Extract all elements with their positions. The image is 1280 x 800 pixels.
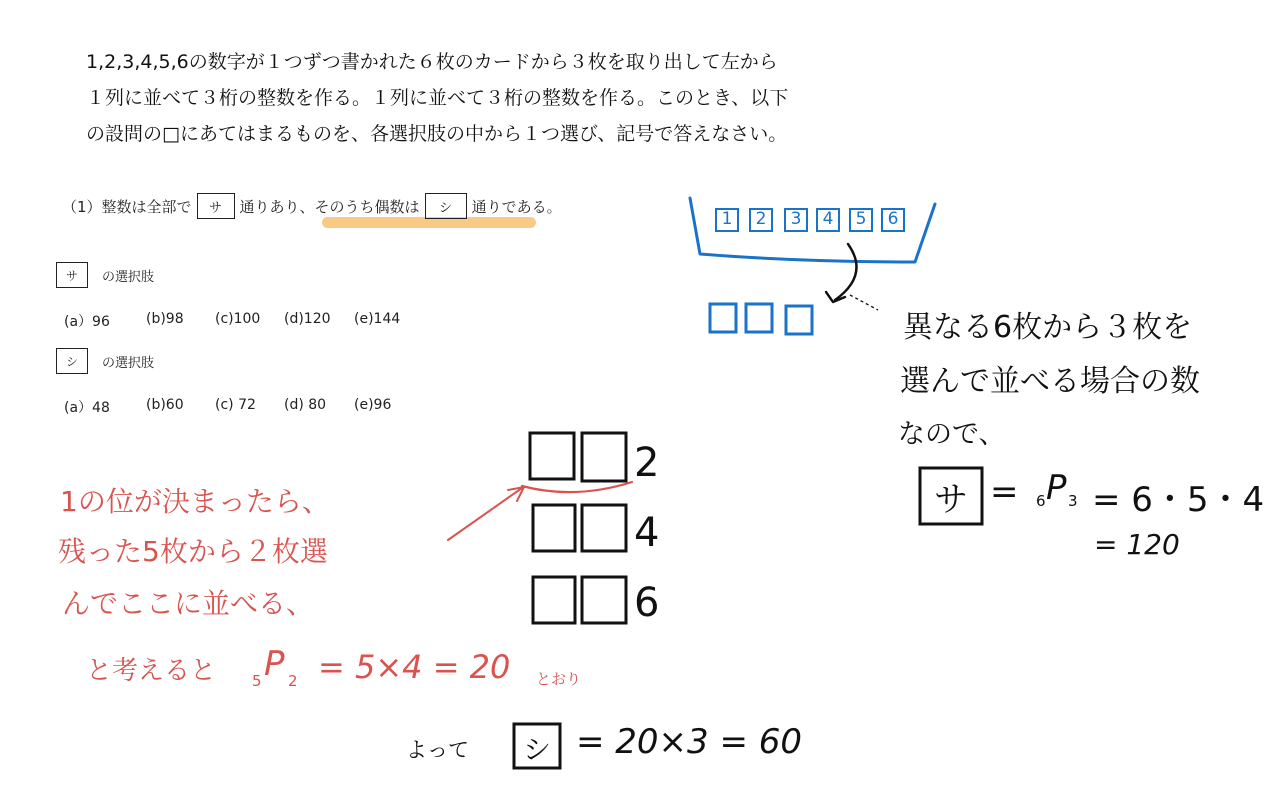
red-formula-suffix: とおり xyxy=(536,670,582,688)
last-digit-4: 4 xyxy=(634,510,660,556)
last-digit-6: 6 xyxy=(634,580,660,626)
blank-square-3 xyxy=(786,306,812,334)
red-formula-prefix: と考えると xyxy=(86,656,217,686)
choice-sa-d: (d)120 xyxy=(284,311,331,327)
choice-sa-e: (e)144 xyxy=(354,311,401,327)
square-row3-b xyxy=(582,577,626,623)
sa-eq-sign: = xyxy=(990,472,1019,512)
card-1: 1 xyxy=(721,209,733,229)
red-perm-n: 5 xyxy=(252,672,262,690)
choices-sa-label: の選択肢 xyxy=(102,269,155,285)
problem-line-1: 1,2,3,4,5,6の数字が１つずつ書かれた６枚のカードから３枚を取り出して左から xyxy=(86,51,778,73)
card-3: 3 xyxy=(790,209,802,229)
red-formula-rest: = 5×4 = 20 xyxy=(318,648,511,686)
red-arrow-line xyxy=(448,488,522,540)
leader-dotted-line xyxy=(850,295,878,310)
final-equation: = 20×3 = 60 xyxy=(576,722,803,762)
sa-box-label: サ xyxy=(934,480,968,520)
red-line-1: 1の位が決まったら、 xyxy=(60,485,330,518)
choice-sa-c: (c)100 xyxy=(215,311,261,327)
choices-sa-box: サ xyxy=(56,262,88,288)
square-row1-a xyxy=(530,433,574,479)
selection-arrow xyxy=(835,244,856,300)
card-4: 4 xyxy=(822,209,834,229)
blank-sa: サ xyxy=(197,193,235,219)
card-boxes xyxy=(716,209,904,231)
square-row2-a xyxy=(533,505,575,551)
sa-result: = 120 xyxy=(1094,528,1180,561)
problem-line-3: の設問の□にあてはまるものを、各選択肢の中から１つ選び、記号で答えなさい。 xyxy=(86,123,788,145)
sa-perm-r: 3 xyxy=(1068,492,1078,510)
sa-perm-p: P xyxy=(1046,468,1067,508)
red-perm-r: 2 xyxy=(288,672,298,690)
card-2: 2 xyxy=(755,209,767,229)
shi-box-label: シ xyxy=(522,733,551,766)
blank-square-1 xyxy=(710,304,736,332)
choice-shi-e: (e)96 xyxy=(354,397,392,413)
card-5: 5 xyxy=(855,209,867,229)
square-row3-a xyxy=(533,577,575,623)
choice-shi-b: (b)60 xyxy=(146,397,184,413)
choice-sa-b: (b)98 xyxy=(146,311,184,327)
sa-perm-n: 6 xyxy=(1036,492,1046,510)
blank-squares xyxy=(710,304,812,334)
choice-shi-d: (d) 80 xyxy=(284,397,327,413)
choice-sa-a: (a）96 xyxy=(64,314,110,330)
final-prefix: よって xyxy=(406,738,469,762)
digit-squares xyxy=(530,433,626,623)
question-1-middle: 通りあり、そのうち偶数は xyxy=(239,197,420,216)
choice-shi-c: (c) 72 xyxy=(215,397,256,413)
note-line-2: 選んで並べる場合の数 xyxy=(900,364,1200,399)
red-perm-p: P xyxy=(264,644,285,684)
square-row2-b xyxy=(582,505,626,551)
question-1-prefix: （1）整数は全部で xyxy=(62,197,192,216)
note-line-3: なので、 xyxy=(898,419,1006,450)
question-1-suffix: 通りである。 xyxy=(471,197,562,216)
red-line-3: んでここに並べる、 xyxy=(62,587,315,620)
problem-line-2: １列に並べて３桁の整数を作る。１列に並べて３桁の整数を作る。このとき、以下 xyxy=(86,87,789,109)
card-6: 6 xyxy=(887,209,899,229)
square-row1-b xyxy=(582,433,626,481)
blank-shi: シ xyxy=(425,193,467,219)
red-bracket xyxy=(522,482,632,492)
choices-shi-box: シ xyxy=(56,348,88,374)
choices-shi-label: の選択肢 xyxy=(102,355,155,371)
note-line-1: 異なる6枚から３枚を xyxy=(903,310,1193,345)
last-digit-2: 2 xyxy=(634,440,660,486)
red-line-2: 残った5枚から２枚選 xyxy=(58,535,328,568)
blank-square-2 xyxy=(746,304,772,332)
sa-product: = 6・5・4 xyxy=(1092,480,1265,520)
choice-shi-a: (a）48 xyxy=(64,400,110,416)
